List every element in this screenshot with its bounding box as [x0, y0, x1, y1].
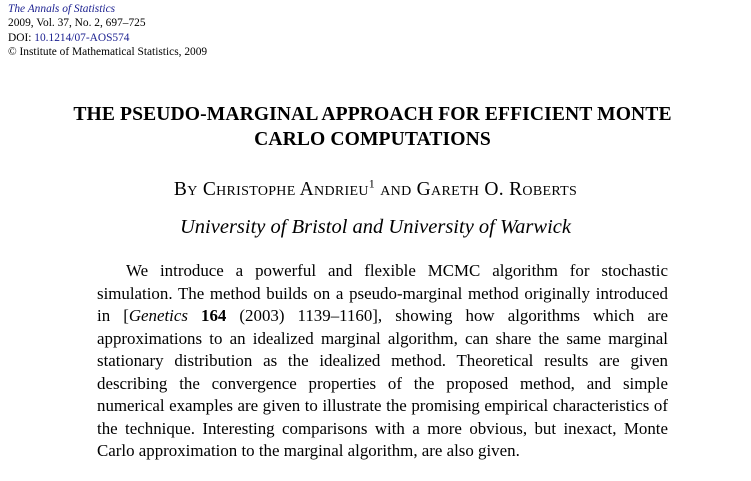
- doi-link[interactable]: 10.1214/07-AOS574: [34, 31, 130, 44]
- by-label: By: [173, 179, 198, 200]
- doi-line: [8, 31, 207, 45]
- author-footnote-marker[interactable]: 1: [368, 176, 376, 191]
- title-line-1: THE PSEUDO-MARGINAL APPROACH FOR EFFICIENT MONTE: [73, 104, 672, 125]
- title-line-2: CARLO COMPUTATIONS: [254, 129, 491, 150]
- doi-label: DOI:: [8, 31, 35, 44]
- abstract-journal-ref: Genetics: [128, 306, 188, 325]
- affiliation: University of Bristol and University of Warwick: [180, 216, 571, 238]
- citation-line: 2009, Vol. 37, No. 2, 697–725: [8, 17, 146, 30]
- abstract: [97, 260, 668, 463]
- abstract-text-2: (2003) 1139–1160], showing how algorithms which are approximations to an idealized marginal algorithm, can share the same marginal stationary distribution as the idealized method. Theoretical results are given describing the convergence properties of the proposed method, and simple numerical examples are given to illustrate the promising empirical characteristics of the technique. Interesting comparisons with a more obvious, but inexact, Monte Carlo approximation to the marginal algorithm, are also given.: [97, 306, 668, 460]
- author-andrieu: Christophe Andrieu: [202, 179, 369, 200]
- journal-header: [8, 2, 207, 60]
- abstract-volume: 164: [201, 306, 227, 325]
- paper-title: [0, 102, 745, 152]
- author-line: [0, 177, 751, 203]
- and-label: and: [380, 179, 412, 200]
- journal-name: The Annals of Statistics: [8, 3, 116, 15]
- author-roberts: Gareth O. Roberts: [416, 179, 578, 200]
- abstract-text-1: We introduce a powerful and flexible MCMC algorithm for stochastic simulation. The method builds on a pseudo-marginal method originally introduced in [: [97, 261, 668, 325]
- copyright-line: © Institute of Mathematical Statistics, 2009: [8, 46, 208, 59]
